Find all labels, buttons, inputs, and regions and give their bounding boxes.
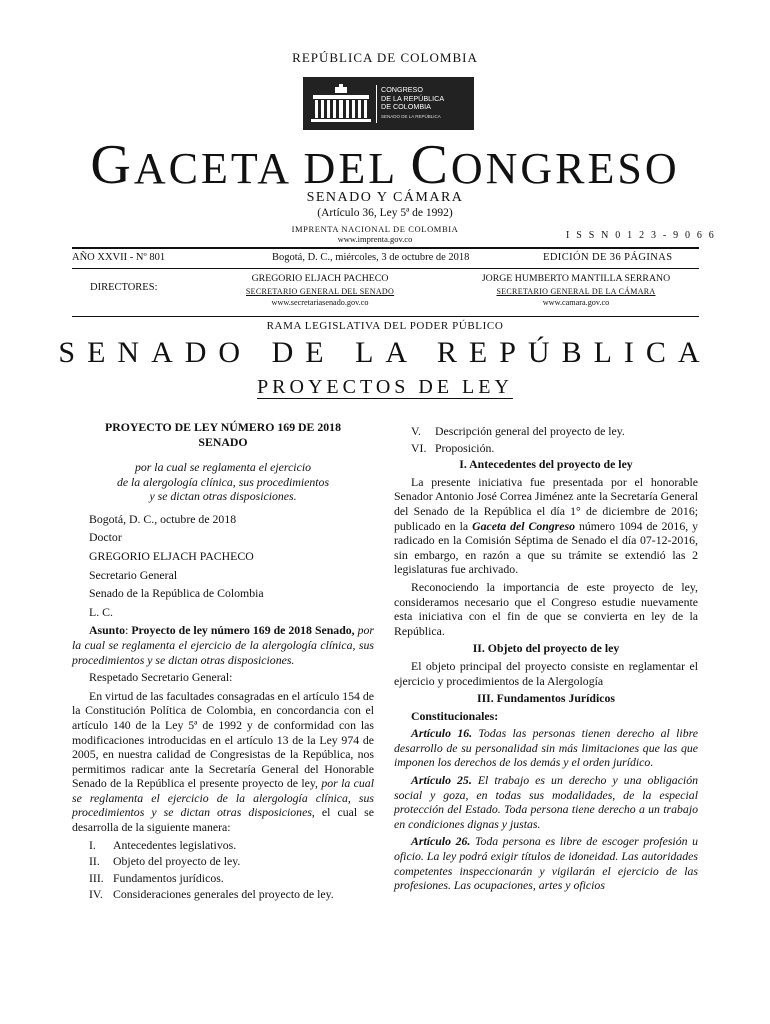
letter-lc: L. C. [89,604,113,619]
issue-date: Bogotá, D. C., miércoles, 3 de octubre de 2018 [272,252,470,263]
publication-title [0,134,770,196]
antecedentes-paragraph [394,475,698,577]
contents-list [72,838,374,902]
subject-label: Asunto [89,623,126,638]
divider-bar [72,268,699,269]
section-heading-objeto: II. Objeto del proyecto de ley [472,641,620,656]
letter-place-date: Bogotá, D. C., octubre de 2018 [89,511,237,526]
logo-divider [376,85,377,123]
section-subtitle [0,376,770,399]
list-item-number: II. [89,854,100,869]
list-item [72,854,374,869]
objeto-paragraph: El objeto principal del proyecto consiste en reglamentar el ejercicio y procedimientos de la Alergología [394,658,698,688]
paragraph-italic: por la cual se reglamenta el ejercicio de la alergología clínica, sus procedimientos y se dictan otras disposiciones [72,776,374,820]
list-item [394,441,698,456]
list-item-text: Descripción general del proyecto de ley. [435,424,625,438]
list-item-text: Proposición. [435,440,495,455]
title-initial-g: G [90,134,134,196]
list-item-text: Fundamentos jurídicos. [113,870,224,885]
section-heading-antecedentes: I. Antecedentes del proyecto de ley [459,457,633,472]
list-item-number: VI. [411,440,427,455]
bill-title-line-1: PROYECTO DE LEY NÚMERO 169 DE 2018 [105,420,341,434]
list-item-number: I. [89,837,96,852]
contents-list-continued [394,424,698,455]
letter-paragraph [72,689,374,835]
article-label: Artículo 25. [411,773,472,788]
letter-subject [72,623,374,667]
importance-paragraph: Reconociendo la importancia de este proyecto de ley, consideramos necesario que el Congreso estudie nuevamente esta iniciativa con el fin de que se convierta en ley de la República. [394,579,698,638]
list-item-number: III. [89,870,104,885]
article-label: Artículo 26. [411,834,471,849]
printer-website: www.imprenta.gov.co [337,234,413,244]
director-name: GREGORIO ELJACH PACHECO [251,273,389,284]
capitol-building-icon [309,83,373,125]
list-item-number: IV. [89,887,103,902]
directors-label: DIRECTORES: [90,282,158,293]
director-senado [205,273,435,307]
legal-reference: (Artículo 36, Ley 5ª de 1992) [317,207,453,219]
list-item-number: V. [411,424,421,438]
bill-subtitle-line-2: de la alergología clínica, sus procedimientos [116,474,330,489]
article-text: Todas las personas tienen derecho al libre desarrollo de su personalidad sin más limitaciones que las que imponen los derechos de los demás y el orden jurídico. [394,726,698,770]
director-website[interactable]: www.secretariasenado.gov.co [271,298,369,307]
logo-line-1: CONGRESO [381,85,423,94]
director-name: JORGE HUMBERTO MANTILLA SERRANO [481,273,671,284]
title-part-2: ONGRESO [450,144,680,193]
subject-colon: : [125,623,132,638]
director-role: SECRETARIO GENERAL DEL SENADO [245,287,395,296]
paragraph-text-end: , el cual se desarrolla de la siguiente manera: [72,805,374,835]
bill-title-line-2: SENADO [198,435,248,449]
director-website[interactable]: www.camara.gov.co [542,298,610,307]
logo-line-2: DE LA REPÚBLICA [381,93,445,103]
letter-recipient-role: Secretario General [89,567,178,582]
publication-subtitle: SENADO Y CÁMARA [306,190,464,205]
subject-bold: Proyecto de ley número 169 de 2018 Senado, [131,623,355,638]
list-item [394,424,698,439]
paragraph-text-end: número 1094 de 2016, y radicado en la Comisión Séptima de Senado el día 07-12-2016, sin embargo, en razón a que su trámite se extendió las 2 legislaturas fue archivado. [394,518,699,577]
section-subtitle-text: PROYECTOS DE LEY [257,376,513,398]
printer-name: IMPRENTA NACIONAL DE COLOMBIA [291,224,459,234]
list-item-text: Antecedentes legislativos. [113,837,237,852]
list-item-text: Consideraciones generales del proyecto de ley. [113,887,334,902]
letter-recipient-entity: Senado de la República de Colombia [89,586,264,601]
logo-small-text: SENADO DE LA REPÚBLICA [381,113,441,119]
paragraph-text: La presente iniciativa fue presentada por el honorable Senador Antonio José Correa Jiménez ante la Secretaría General del Senado de la República el día 1° de diciembre de 2016; publicado en la [394,474,698,533]
paragraph-text: En virtud de las facultades consagradas en el artículo 154 de la Constitución Política de Colombia, en concordancia con el artículo 140 de la Ley 5ª de 1992 y de conformidad con las modificaciones introducidas en el artículo 13 de la Ley 974 de 2005, en nuestra calidad de Congresistas de la República, nos permitimos radicar ante la Secretaría General del Honorable Senado de la República el presente proyecto de ley, [72,688,374,791]
article-text: El trabajo es un derecho y una obligación social y goza, en todas sus modalidades, de la especial protección del Estado. Toda persona tiene derecho a un trabajo en condiciones dignas y justas. [394,773,699,831]
letter-salutation-title: Doctor [89,530,122,545]
list-item [72,838,374,853]
bill-subtitle-line-1: por la cual se reglamenta el ejercicio [134,460,312,474]
gaceta-reference: Gaceta del Congreso [472,518,576,533]
section-title: SENADO DE LA REPÚBLICA [58,336,712,369]
article-label: Artículo 16. [411,726,473,741]
article-16 [394,726,698,770]
issue-number: AÑO XXVII - Nº 801 [72,252,166,263]
constitutional-label: Constitucionales: [411,708,499,723]
bill-subtitle-line-3: y se dictan otras disposiciones. [149,489,297,504]
subject-italic: por la cual se reglamenta el ejercicio de la alergología clínica, sus procedimientos y se dictan otras disposiciones. [72,623,374,667]
issn: I S S N 0 1 2 3 - 9 0 6 6 [566,230,717,241]
director-camara [452,273,700,307]
divider-top [72,247,699,249]
letter-greeting: Respetado Secretario General: [89,670,233,685]
left-column [72,420,374,904]
list-item [72,887,374,902]
list-item [72,871,374,886]
right-column [394,424,698,896]
letter-recipient-name: GREGORIO ELJACH PACHECO [89,548,254,563]
director-role: SECRETARIO GENERAL DE LA CÁMARA [496,287,656,296]
branch-label: RAMA LEGISLATIVA DEL PODER PÚBLICO [266,320,504,332]
page-count: EDICIÓN DE 36 PÁGINAS [543,252,673,263]
article-25 [394,773,698,831]
article-26 [394,834,698,892]
congress-logo [303,77,474,130]
section-heading-fundamentos: III. Fundamentos Jurídicos [477,691,615,706]
divider-directors [72,316,699,317]
list-item-text: Objeto del proyecto de ley. [113,854,241,869]
title-initial-c: C [410,134,451,196]
title-part-1: ACETA DEL [133,144,411,193]
logo-line-3: DE COLOMBIA [381,102,431,112]
country-header: REPÚBLICA DE COLOMBIA [292,50,478,65]
article-text: Toda persona es libre de escoger profesión u oficio. La ley podrá exigir títulos de idoneidad. Las autoridades competentes inspeccionarán y vigilarán el ejercicio de las profesiones. Las ocupaciones, artes y oficios [394,834,699,893]
logo-text [381,86,444,120]
